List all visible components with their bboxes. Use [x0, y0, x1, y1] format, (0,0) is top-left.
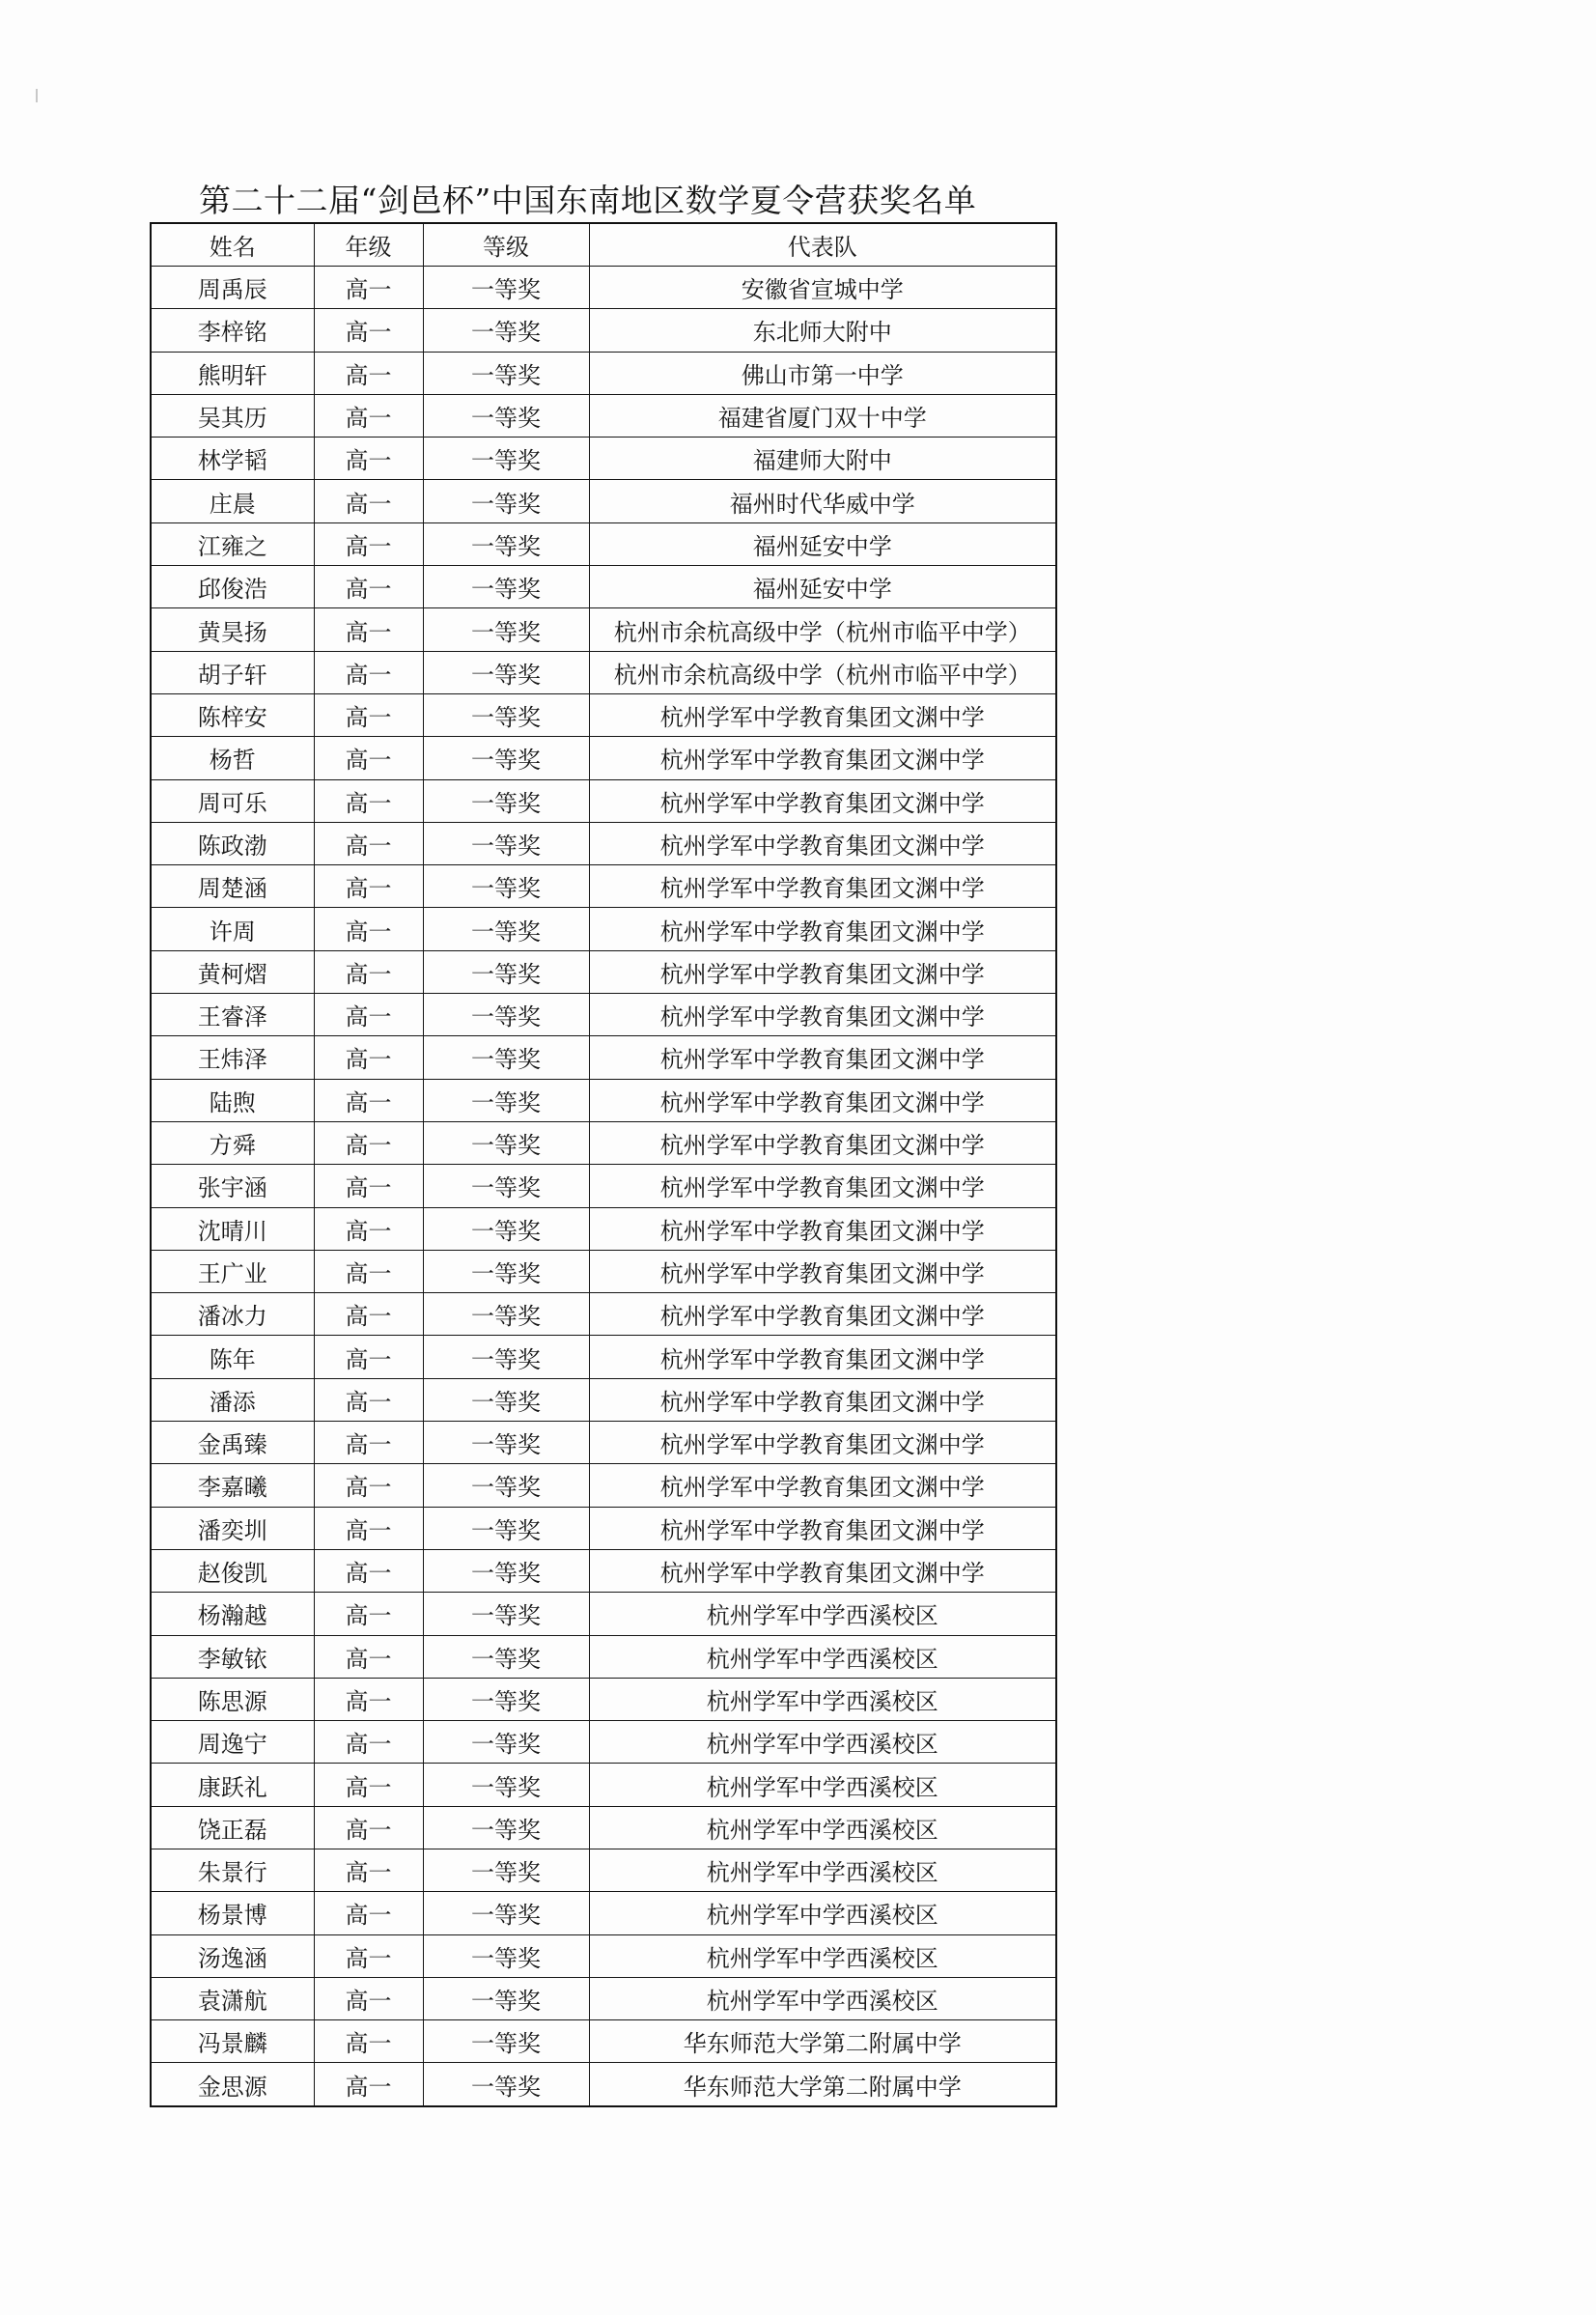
- cell-level: 一等奖: [423, 737, 589, 779]
- cell-name: 陈政渤: [151, 822, 314, 864]
- cell-name: 江雍之: [151, 522, 314, 565]
- cell-team: 杭州学军中学教育集团文渊中学: [589, 1336, 1056, 1378]
- cell-name: 周楚涵: [151, 865, 314, 908]
- cell-grade: 高一: [314, 309, 423, 352]
- cell-grade: 高一: [314, 1806, 423, 1849]
- cell-grade: 高一: [314, 1593, 423, 1635]
- cell-level: 一等奖: [423, 1593, 589, 1635]
- cell-name: 陈思源: [151, 1678, 314, 1720]
- cell-grade: 高一: [314, 693, 423, 736]
- table-body: [151, 267, 1056, 2106]
- table-row: [151, 822, 1056, 864]
- cell-level: 一等奖: [423, 1678, 589, 1720]
- cell-team: 杭州学军中学西溪校区: [589, 1934, 1056, 1977]
- cell-grade: 高一: [314, 822, 423, 864]
- cell-level: 一等奖: [423, 1036, 589, 1079]
- cell-team: 福州延安中学: [589, 566, 1056, 608]
- cell-level: 一等奖: [423, 1336, 589, 1378]
- cell-level: 一等奖: [423, 438, 589, 480]
- cell-team: 福州时代华威中学: [589, 480, 1056, 522]
- cell-level: 一等奖: [423, 950, 589, 993]
- cell-name: 周禹辰: [151, 267, 314, 309]
- cell-level: 一等奖: [423, 2063, 589, 2106]
- table-row: [151, 608, 1056, 651]
- cell-grade: 高一: [314, 394, 423, 437]
- cell-team: 杭州学军中学西溪校区: [589, 1977, 1056, 2019]
- cell-name: 沈晴川: [151, 1207, 314, 1250]
- cell-team: 杭州学军中学西溪校区: [589, 1806, 1056, 1849]
- cell-name: 吴其历: [151, 394, 314, 437]
- cell-grade: 高一: [314, 522, 423, 565]
- table-row: [151, 1977, 1056, 2019]
- header-grade: 年级: [314, 223, 423, 267]
- table-row: [151, 1849, 1056, 1891]
- table-row: [151, 1806, 1056, 1849]
- cell-team: 杭州学军中学教育集团文渊中学: [589, 950, 1056, 993]
- cell-name: 汤逸涵: [151, 1934, 314, 1977]
- cell-team: 杭州学军中学教育集团文渊中学: [589, 1422, 1056, 1464]
- cell-team: 杭州学军中学教育集团文渊中学: [589, 1250, 1056, 1292]
- cell-level: 一等奖: [423, 480, 589, 522]
- header-team: 代表队: [589, 223, 1056, 267]
- cell-name: 熊明轩: [151, 352, 314, 394]
- cell-name: 赵俊凯: [151, 1549, 314, 1592]
- table-row: [151, 693, 1056, 736]
- cell-grade: 高一: [314, 480, 423, 522]
- cell-name: 李嘉曦: [151, 1464, 314, 1507]
- cell-level: 一等奖: [423, 994, 589, 1036]
- cell-level: 一等奖: [423, 1293, 589, 1336]
- cell-level: 一等奖: [423, 822, 589, 864]
- table-row: [151, 1207, 1056, 1250]
- cell-name: 王睿泽: [151, 994, 314, 1036]
- cell-team: 杭州学军中学教育集团文渊中学: [589, 994, 1056, 1036]
- cell-grade: 高一: [314, 1422, 423, 1464]
- table-row: [151, 1721, 1056, 1764]
- cell-team: 东北师大附中: [589, 309, 1056, 352]
- cell-grade: 高一: [314, 608, 423, 651]
- cell-team: 杭州学军中学西溪校区: [589, 1892, 1056, 1934]
- cell-team: 杭州市余杭高级中学（杭州市临平中学）: [589, 651, 1056, 693]
- cell-level: 一等奖: [423, 1721, 589, 1764]
- table-row: [151, 267, 1056, 309]
- cell-name: 杨瀚越: [151, 1593, 314, 1635]
- cell-grade: 高一: [314, 1635, 423, 1678]
- cell-grade: 高一: [314, 1892, 423, 1934]
- table-row: [151, 522, 1056, 565]
- cell-grade: 高一: [314, 1207, 423, 1250]
- cell-grade: 高一: [314, 1549, 423, 1592]
- cell-grade: 高一: [314, 1678, 423, 1720]
- cell-team: 杭州学军中学教育集团文渊中学: [589, 737, 1056, 779]
- cell-grade: 高一: [314, 1121, 423, 1164]
- table-row: [151, 1336, 1056, 1378]
- cell-grade: 高一: [314, 908, 423, 950]
- table-header-row: [151, 223, 1056, 267]
- cell-name: 周可乐: [151, 779, 314, 822]
- cell-level: 一等奖: [423, 394, 589, 437]
- cell-level: 一等奖: [423, 651, 589, 693]
- cell-level: 一等奖: [423, 2020, 589, 2063]
- cell-team: 福建师大附中: [589, 438, 1056, 480]
- cell-team: 杭州学军中学西溪校区: [589, 1721, 1056, 1764]
- cell-team: 杭州学军中学教育集团文渊中学: [589, 1293, 1056, 1336]
- cell-name: 杨哲: [151, 737, 314, 779]
- cell-level: 一等奖: [423, 1507, 589, 1549]
- cell-team: 杭州学军中学教育集团文渊中学: [589, 1165, 1056, 1207]
- cell-name: 王炜泽: [151, 1036, 314, 1079]
- cell-grade: 高一: [314, 1977, 423, 2019]
- cell-grade: 高一: [314, 438, 423, 480]
- cell-level: 一等奖: [423, 267, 589, 309]
- cell-name: 康跃礼: [151, 1764, 314, 1806]
- cell-grade: 高一: [314, 1250, 423, 1292]
- cell-name: 袁潇航: [151, 1977, 314, 2019]
- cell-name: 李梓铭: [151, 309, 314, 352]
- table-row: [151, 1507, 1056, 1549]
- cell-name: 王广业: [151, 1250, 314, 1292]
- cell-level: 一等奖: [423, 693, 589, 736]
- cell-grade: 高一: [314, 566, 423, 608]
- table-row: [151, 1892, 1056, 1934]
- cell-grade: 高一: [314, 1079, 423, 1121]
- cell-name: 方舜: [151, 1121, 314, 1164]
- cell-team: 安徽省宣城中学: [589, 267, 1056, 309]
- cell-name: 庄晨: [151, 480, 314, 522]
- scan-edge-mark: [36, 89, 38, 102]
- cell-level: 一等奖: [423, 522, 589, 565]
- table-row: [151, 1378, 1056, 1421]
- cell-team: 杭州学军中学教育集团文渊中学: [589, 1036, 1056, 1079]
- cell-name: 李敏铱: [151, 1635, 314, 1678]
- cell-name: 冯景麟: [151, 2020, 314, 2063]
- cell-team: 杭州学军中学教育集团文渊中学: [589, 1207, 1056, 1250]
- cell-name: 潘奕圳: [151, 1507, 314, 1549]
- cell-team: 杭州学军中学教育集团文渊中学: [589, 865, 1056, 908]
- cell-name: 胡子轩: [151, 651, 314, 693]
- cell-grade: 高一: [314, 1849, 423, 1891]
- cell-team: 杭州学军中学教育集团文渊中学: [589, 1378, 1056, 1421]
- cell-team: 杭州学军中学教育集团文渊中学: [589, 779, 1056, 822]
- cell-name: 许周: [151, 908, 314, 950]
- cell-level: 一等奖: [423, 1764, 589, 1806]
- cell-team: 华东师范大学第二附属中学: [589, 2020, 1056, 2063]
- cell-grade: 高一: [314, 2063, 423, 2106]
- cell-grade: 高一: [314, 779, 423, 822]
- table-row: [151, 1593, 1056, 1635]
- table-row: [151, 352, 1056, 394]
- table-row: [151, 950, 1056, 993]
- cell-name: 黄柯熠: [151, 950, 314, 993]
- cell-grade: 高一: [314, 1934, 423, 1977]
- table-row: [151, 2063, 1056, 2106]
- table-row: [151, 1764, 1056, 1806]
- cell-team: 杭州学军中学教育集团文渊中学: [589, 908, 1056, 950]
- table-row: [151, 1549, 1056, 1592]
- header-level: 等级: [423, 223, 589, 267]
- table-row: [151, 566, 1056, 608]
- cell-team: 佛山市第一中学: [589, 352, 1056, 394]
- cell-team: 福建省厦门双十中学: [589, 394, 1056, 437]
- table-row: [151, 865, 1056, 908]
- cell-team: 杭州学军中学西溪校区: [589, 1635, 1056, 1678]
- cell-level: 一等奖: [423, 1849, 589, 1891]
- cell-team: 杭州学军中学教育集团文渊中学: [589, 1121, 1056, 1164]
- cell-level: 一等奖: [423, 1378, 589, 1421]
- cell-level: 一等奖: [423, 1977, 589, 2019]
- cell-grade: 高一: [314, 1378, 423, 1421]
- cell-team: 华东师范大学第二附属中学: [589, 2063, 1056, 2106]
- table-row: [151, 1635, 1056, 1678]
- document-title: 第二十二届“剑邑杯”中国东南地区数学夏令营获奖名单: [199, 182, 977, 219]
- table-row: [151, 1079, 1056, 1121]
- cell-grade: 高一: [314, 267, 423, 309]
- table-row: [151, 994, 1056, 1036]
- cell-name: 陈梓安: [151, 693, 314, 736]
- cell-level: 一等奖: [423, 352, 589, 394]
- cell-level: 一等奖: [423, 1079, 589, 1121]
- cell-grade: 高一: [314, 1464, 423, 1507]
- cell-grade: 高一: [314, 352, 423, 394]
- cell-level: 一等奖: [423, 566, 589, 608]
- table-row: [151, 480, 1056, 522]
- cell-name: 潘添: [151, 1378, 314, 1421]
- cell-name: 林学韬: [151, 438, 314, 480]
- cell-team: 杭州学军中学教育集团文渊中学: [589, 1464, 1056, 1507]
- cell-team: 杭州学军中学教育集团文渊中学: [589, 1507, 1056, 1549]
- cell-level: 一等奖: [423, 1422, 589, 1464]
- cell-grade: 高一: [314, 1036, 423, 1079]
- cell-level: 一等奖: [423, 1806, 589, 1849]
- cell-level: 一等奖: [423, 1165, 589, 1207]
- cell-team: 杭州市余杭高级中学（杭州市临平中学）: [589, 608, 1056, 651]
- cell-level: 一等奖: [423, 1207, 589, 1250]
- cell-level: 一等奖: [423, 1892, 589, 1934]
- table-row: [151, 1678, 1056, 1720]
- table-row: [151, 309, 1056, 352]
- table-row: [151, 737, 1056, 779]
- table-row: [151, 779, 1056, 822]
- table-row: [151, 1422, 1056, 1464]
- cell-level: 一等奖: [423, 1635, 589, 1678]
- cell-grade: 高一: [314, 1507, 423, 1549]
- cell-name: 周逸宁: [151, 1721, 314, 1764]
- cell-name: 张宇涵: [151, 1165, 314, 1207]
- cell-grade: 高一: [314, 865, 423, 908]
- table-row: [151, 438, 1056, 480]
- cell-grade: 高一: [314, 1293, 423, 1336]
- cell-level: 一等奖: [423, 1934, 589, 1977]
- cell-level: 一等奖: [423, 1549, 589, 1592]
- cell-level: 一等奖: [423, 1250, 589, 1292]
- cell-team: 杭州学军中学教育集团文渊中学: [589, 822, 1056, 864]
- cell-name: 邱俊浩: [151, 566, 314, 608]
- cell-name: 饶正磊: [151, 1806, 314, 1849]
- cell-grade: 高一: [314, 651, 423, 693]
- cell-name: 陆煦: [151, 1079, 314, 1121]
- cell-grade: 高一: [314, 950, 423, 993]
- cell-name: 金禹臻: [151, 1422, 314, 1464]
- table-row: [151, 1934, 1056, 1977]
- award-table: [150, 222, 1057, 2107]
- cell-team: 杭州学军中学教育集团文渊中学: [589, 1549, 1056, 1592]
- cell-team: 杭州学军中学西溪校区: [589, 1678, 1056, 1720]
- cell-level: 一等奖: [423, 309, 589, 352]
- table-row: [151, 394, 1056, 437]
- cell-grade: 高一: [314, 1721, 423, 1764]
- cell-grade: 高一: [314, 737, 423, 779]
- cell-team: 福州延安中学: [589, 522, 1056, 565]
- cell-name: 金思源: [151, 2063, 314, 2106]
- cell-level: 一等奖: [423, 1121, 589, 1164]
- cell-level: 一等奖: [423, 1464, 589, 1507]
- header-name: 姓名: [151, 223, 314, 267]
- table-row: [151, 2020, 1056, 2063]
- table-row: [151, 1165, 1056, 1207]
- table-row: [151, 1293, 1056, 1336]
- cell-name: 杨景博: [151, 1892, 314, 1934]
- cell-name: 陈年: [151, 1336, 314, 1378]
- cell-team: 杭州学军中学教育集团文渊中学: [589, 693, 1056, 736]
- cell-level: 一等奖: [423, 865, 589, 908]
- cell-level: 一等奖: [423, 608, 589, 651]
- table-row: [151, 1121, 1056, 1164]
- table-row: [151, 1464, 1056, 1507]
- cell-grade: 高一: [314, 1764, 423, 1806]
- cell-grade: 高一: [314, 2020, 423, 2063]
- cell-level: 一等奖: [423, 779, 589, 822]
- table-row: [151, 1250, 1056, 1292]
- cell-grade: 高一: [314, 994, 423, 1036]
- cell-team: 杭州学军中学西溪校区: [589, 1593, 1056, 1635]
- cell-grade: 高一: [314, 1165, 423, 1207]
- cell-name: 朱景行: [151, 1849, 314, 1891]
- cell-team: 杭州学军中学教育集团文渊中学: [589, 1079, 1056, 1121]
- cell-name: 潘冰力: [151, 1293, 314, 1336]
- table-row: [151, 651, 1056, 693]
- cell-level: 一等奖: [423, 908, 589, 950]
- cell-name: 黄昊扬: [151, 608, 314, 651]
- cell-team: 杭州学军中学西溪校区: [589, 1849, 1056, 1891]
- cell-grade: 高一: [314, 1336, 423, 1378]
- table-row: [151, 1036, 1056, 1079]
- cell-team: 杭州学军中学西溪校区: [589, 1764, 1056, 1806]
- table-row: [151, 908, 1056, 950]
